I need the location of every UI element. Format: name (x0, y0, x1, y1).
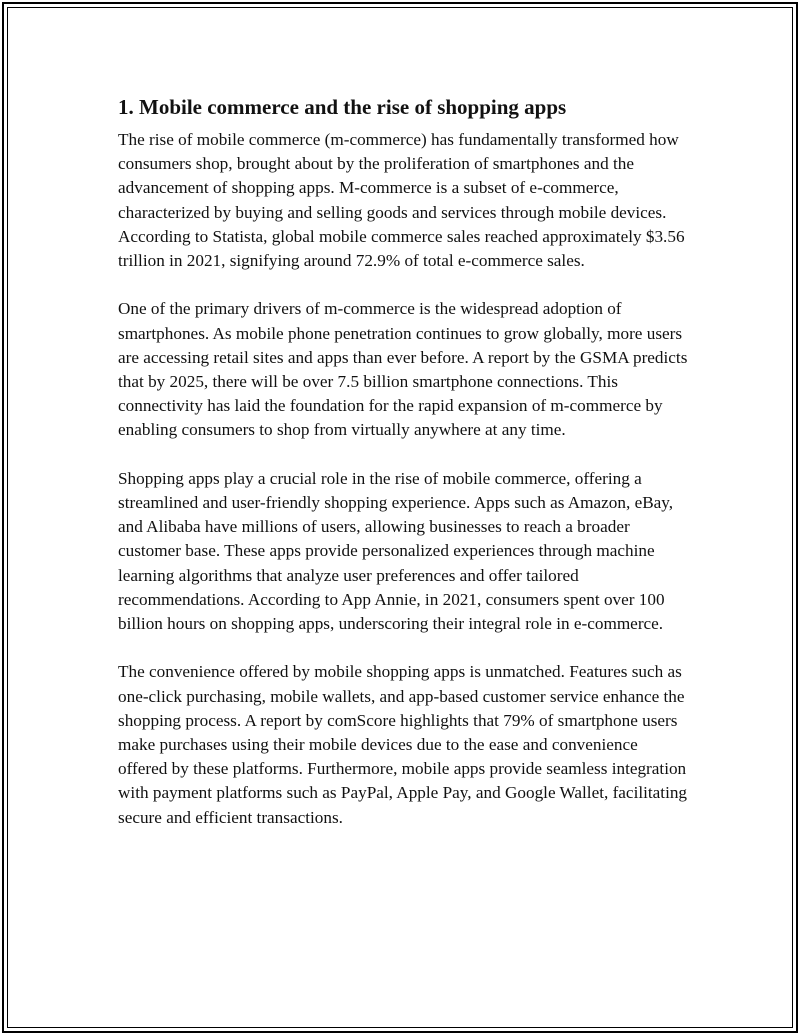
paragraph-smartphones: One of the primary drivers of m-commerce is the widespread adoption of smartphones. As mobile phone penetration continues to grow globally, more users are accessing retail sites and apps than ever before. A report by the GSMA predicts that by 2025, there will be over 7.5 billion smartphone connections. This connectivity has laid the foundation for the rapid expansion of m-commerce by enabling consumers to shop from virtually anywhere at any time. (118, 299, 688, 440)
paragraph-convenience: The convenience offered by mobile shopping apps is unmatched. Features such as one-click purchasing, mobile wallets, and app-based customer service enhance the shopping process. A report by comScore highlights that 79% of smartphone users make purchases using their mobile devices due to the ease and convenience offered by these platforms. Furthermore, mobile apps provide seamless integration with payment platforms such as PayPal, Apple Pay, and Google Wallet, facilitating secure and efficient transactions. (118, 662, 688, 827)
paragraph-intro: The rise of mobile commerce (m-commerce) has fundamentally transformed how consumers shop, brought about by the proliferation of smartphones and the advancement of shopping apps. M-commerce is a subset of e-commerce, characterized by buying and selling goods and services through mobile devices. According to Statista, global mobile commerce sales reached approximately $3.56 trillion in 2021, signifying around 72.9% of total e-commerce sales. (118, 130, 685, 271)
paragraph-shopping-apps: Shopping apps play a crucial role in the rise of mobile commerce, offering a streamlined and user-friendly shopping experience. Apps such as Amazon, eBay, and Alibaba have millions of users, allowing businesses to reach a broader customer base. These apps provide personalized experiences through machine learning algorithms that analyze user preferences and offer tailored recommendations. According to App Annie, in 2021, consumers spent over 100 billion hours on shopping apps, underscoring their integral role in e-commerce. (118, 468, 674, 634)
section-heading: 1. Mobile commerce and the rise of shopping apps (118, 95, 567, 119)
document-body (118, 92, 688, 854)
